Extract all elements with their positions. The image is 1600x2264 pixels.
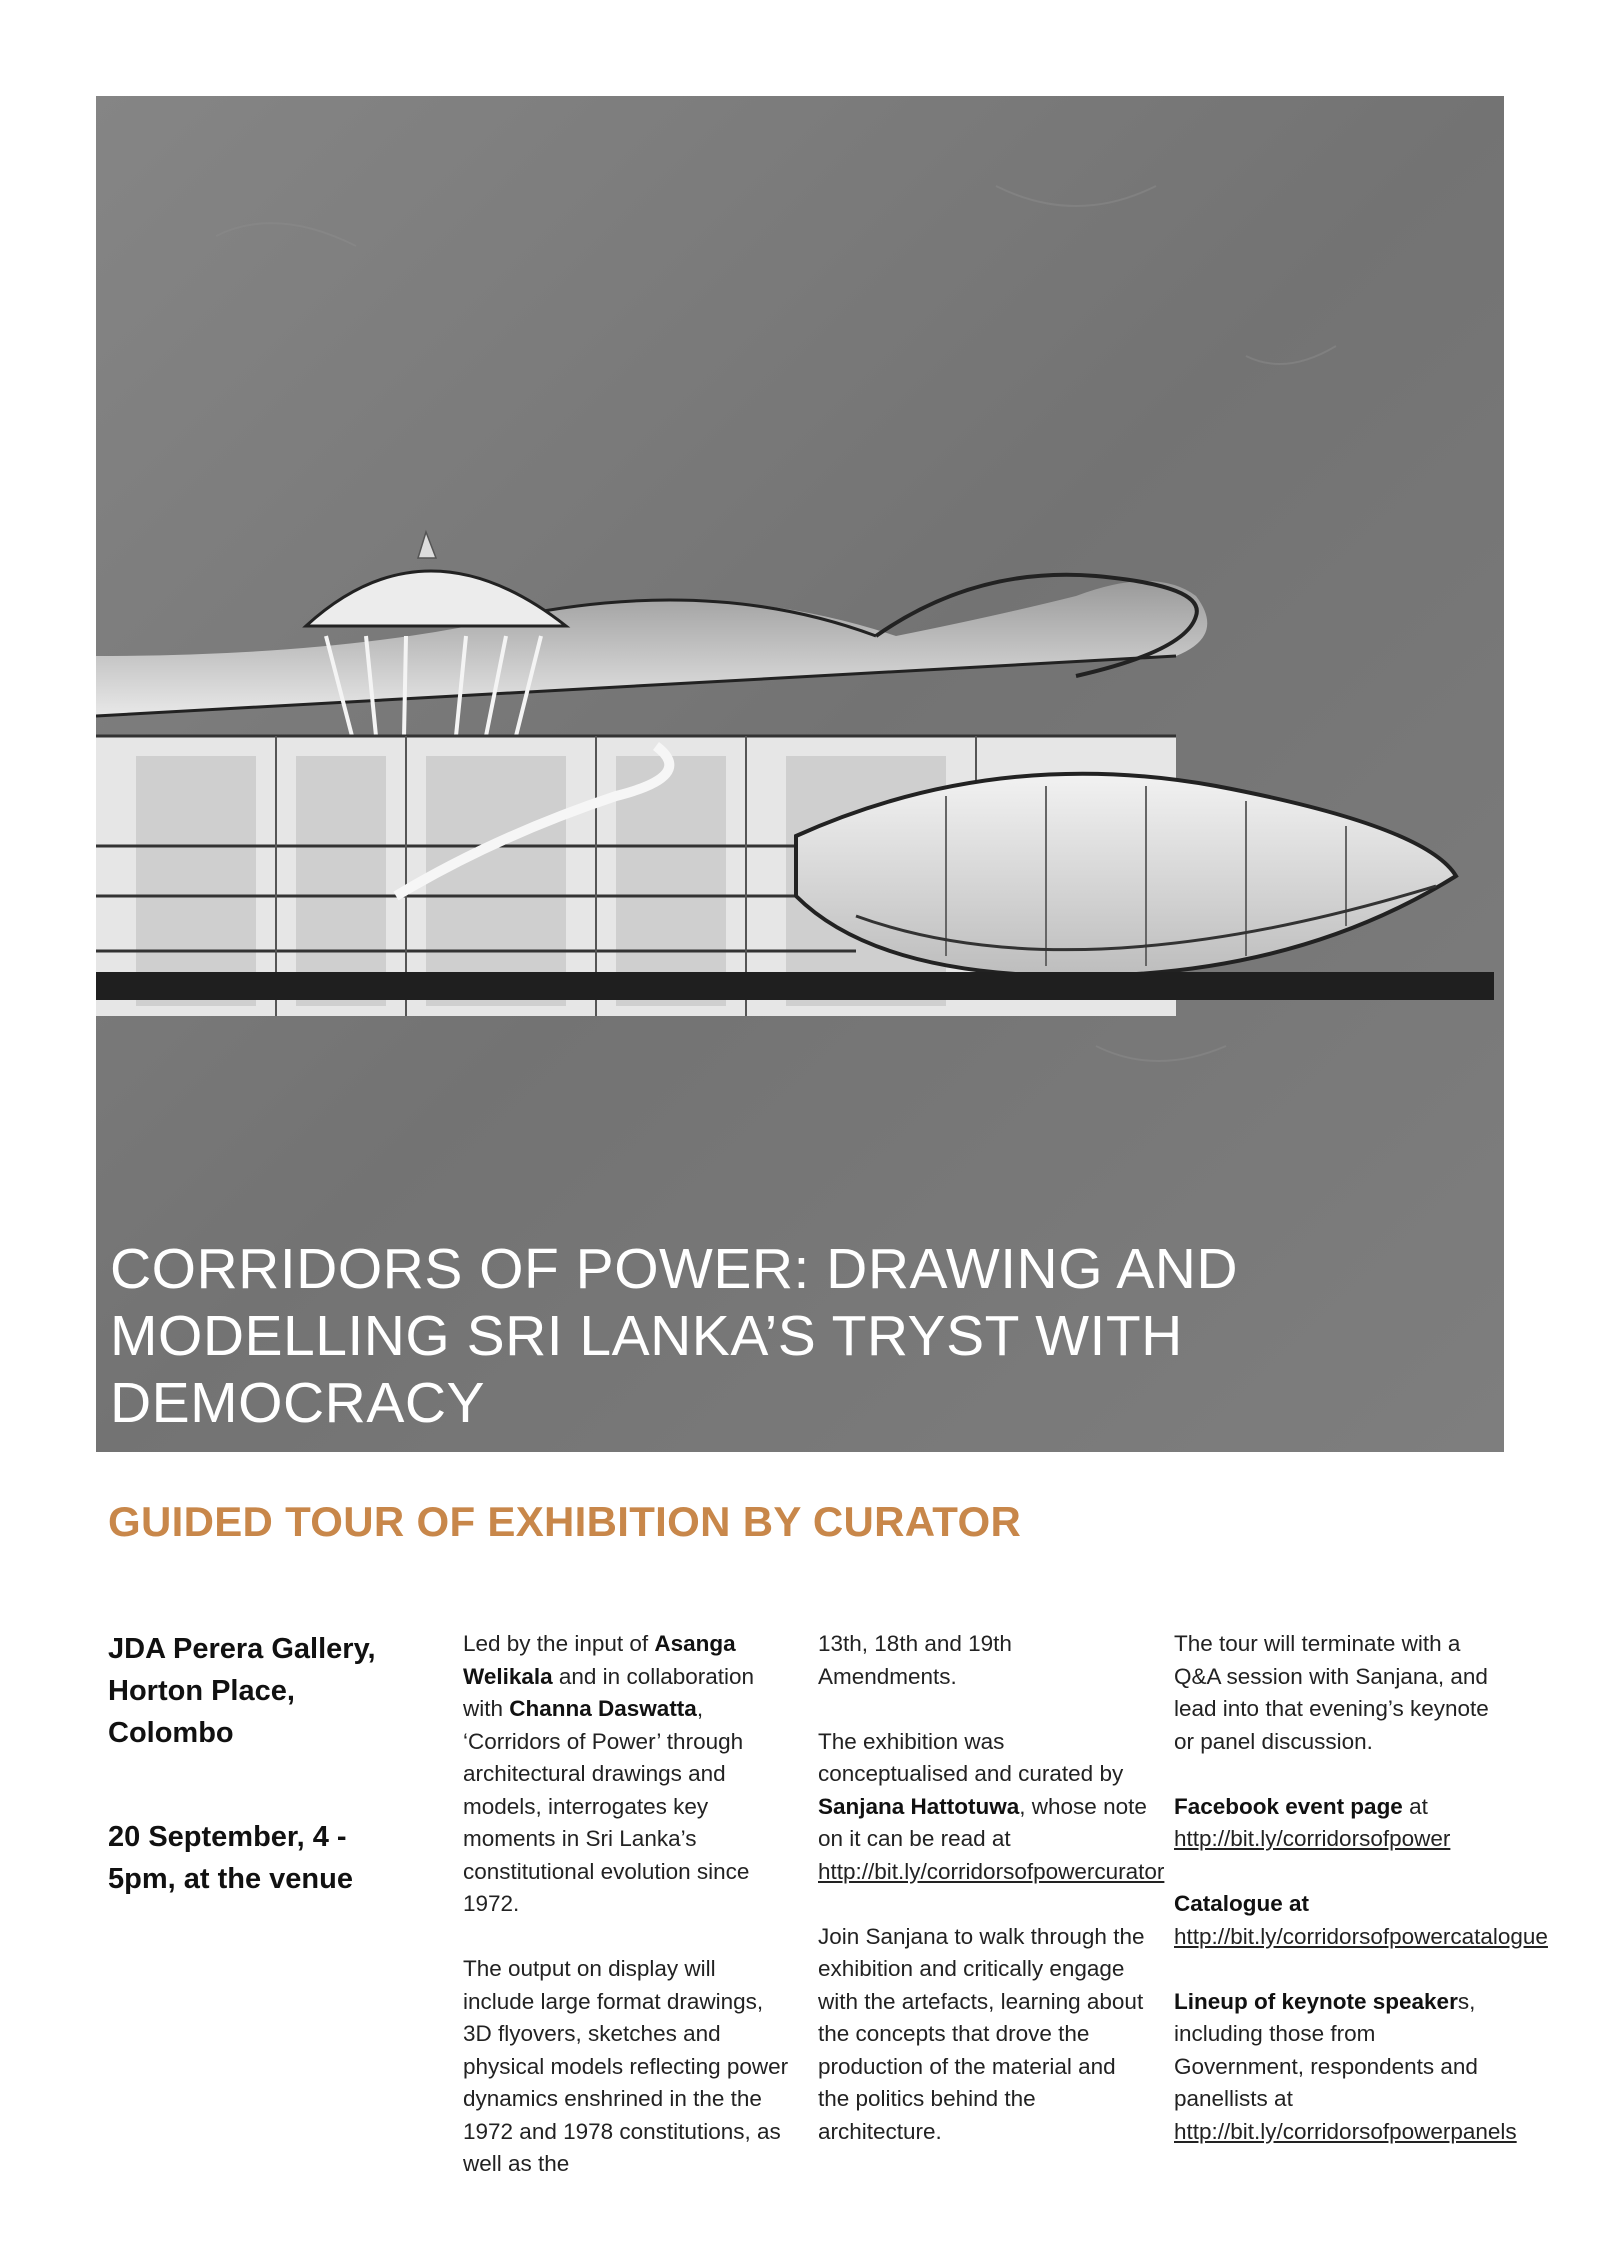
title-line: DEMOCRACY [110, 1371, 486, 1435]
lineup-paragraph [1174, 1986, 1517, 2149]
event-date [108, 1816, 428, 1900]
curator-note-link[interactable]: http://bit.ly/corridorsofpowercurator [818, 1858, 1165, 1884]
text-column-1 [463, 1628, 793, 2213]
text-column-3 [1174, 1628, 1548, 2181]
label-facebook: Facebook event page [1174, 1793, 1403, 1819]
label-catalogue: Catalogue at [1174, 1891, 1310, 1916]
name-channa-daswatta: Channa Daswatta [509, 1696, 697, 1721]
curator-paragraph [818, 1726, 1165, 1889]
output-paragraph: The output on display will include large format drawings, 3D flyovers, sketches and physical models reflecting power dynamics enshrined in the the 1972 and 1978 constitutions, as well as the [463, 1956, 789, 2176]
date-line: 20 September, 4 - [108, 1821, 347, 1853]
text-run: at [1402, 1793, 1428, 1819]
facebook-paragraph [1174, 1791, 1504, 1856]
text-run: The exhibition was conceptualised and curated by [818, 1728, 1124, 1786]
date-line: 5pm, at the venue [108, 1863, 353, 1895]
title-line: CORRIDORS OF POWER: DRAWING AND [110, 1237, 1239, 1301]
text-column-2 [818, 1628, 1165, 2181]
text-run: and in collaboration with [463, 1663, 755, 1721]
amendments-paragraph: 13th, 18th and 19th Amendments. [818, 1631, 1012, 1689]
catalogue-paragraph [1174, 1888, 1548, 1953]
facebook-event-link[interactable]: http://bit.ly/corridorsofpower [1174, 1826, 1451, 1851]
text-run: , ‘Corridors of Power’ through architectural drawings and models, interrogates key moments in Sri Lanka’s constitutional evolution since 1972. [463, 1696, 750, 1916]
intro-paragraph [463, 1628, 793, 1921]
label-lineup: Lineup of keynote speaker [1174, 1988, 1458, 2014]
name-asanga-welikala: Asanga Welikala [463, 1631, 736, 1689]
tour-paragraph: Join Sanjana to walk through the exhibition and critically engage with the artefacts, learning about the concepts that drove the production of the material and the politics behind the architecture. [818, 1923, 1145, 2144]
text-run: s, including those from Government, respondents and panellists at [1174, 1988, 1478, 2111]
panels-link[interactable]: http://bit.ly/corridorsofpowerpanels [1174, 2118, 1517, 2144]
venue-line: Horton Place, [108, 1675, 295, 1707]
title-line: MODELLING SRI LANKA’S TRYST WITH [110, 1304, 1183, 1368]
qa-paragraph: The tour will terminate with a Q&A session with Sanjana, and lead into that evening’s keynote or panel discussion. [1174, 1631, 1489, 1754]
catalogue-link[interactable]: http://bit.ly/corridorsofpowercatalogue [1174, 1923, 1548, 1949]
hero-image [96, 96, 1504, 1452]
name-sanjana-hattotuwa: Sanjana Hattotuwa [818, 1793, 1020, 1819]
venue-line: JDA Perera Gallery, [108, 1633, 376, 1665]
venue-line: Colombo [108, 1717, 234, 1749]
text-run: , whose note on it can be read at [818, 1793, 1147, 1851]
exhibition-title [110, 1236, 1410, 1437]
venue-block [108, 1628, 428, 1900]
event-subtitle: GUIDED TOUR OF EXHIBITION BY CURATOR [108, 1498, 1022, 1545]
text-run: Led by the input of [463, 1631, 655, 1656]
